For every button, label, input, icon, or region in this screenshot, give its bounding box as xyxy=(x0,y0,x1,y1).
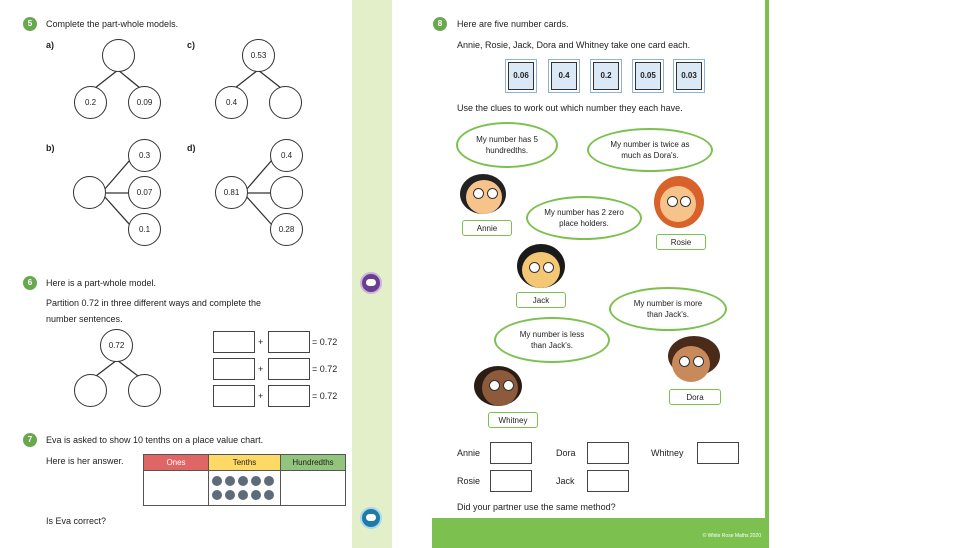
answer-box-jack[interactable] xyxy=(587,470,629,492)
counter xyxy=(212,490,222,500)
pv-cell-ones xyxy=(143,470,209,506)
pv-header-hundredths: Hundredths xyxy=(280,454,346,471)
q6-row3-eq: = 0.72 xyxy=(312,391,338,401)
answer-label-whitney: Whitney xyxy=(651,448,684,458)
answer-label-rosie: Rosie xyxy=(457,476,481,486)
q8-line2: Annie, Rosie, Jack, Dora and Whitney take one card each. xyxy=(457,40,691,50)
q6-part-right[interactable] xyxy=(128,374,161,407)
q7-answer-label: Here is her answer. xyxy=(46,456,124,466)
counter xyxy=(264,490,274,500)
pv-header-ones: Ones xyxy=(143,454,209,471)
answer-box-dora[interactable] xyxy=(587,442,629,464)
counter xyxy=(264,476,274,486)
q8-line3: Use the clues to work out which number they each have. xyxy=(457,103,683,113)
q6-row3-box2[interactable] xyxy=(268,385,310,407)
number-card: 0.4 xyxy=(551,62,577,90)
q5a-part-right: 0.09 xyxy=(128,86,161,119)
dora-name: Dora xyxy=(669,389,721,405)
q5a-part-left: 0.2 xyxy=(74,86,107,119)
q6-row3-plus: + xyxy=(258,391,264,401)
q8-question: Did your partner use the same method? xyxy=(457,502,616,512)
q5b-part-3: 0.1 xyxy=(128,213,161,246)
copyright-text: © White Rose Maths 2020 xyxy=(702,533,761,539)
dora-clue: My number is more than Jack's. xyxy=(633,299,703,319)
q6-row1-box2[interactable] xyxy=(268,331,310,353)
jack-speech-bubble xyxy=(526,196,642,240)
answer-box-rosie[interactable] xyxy=(490,470,532,492)
annie-speech-bubble xyxy=(456,122,558,168)
q5d-part-3: 0.28 xyxy=(270,213,303,246)
pv-cell-tenths xyxy=(208,470,281,506)
q6-instruction-1: Partition 0.72 in three different ways and complete the xyxy=(46,298,261,308)
counter xyxy=(238,476,248,486)
answer-box-whitney[interactable] xyxy=(697,442,739,464)
number-card: 0.05 xyxy=(635,62,661,90)
q6-lines xyxy=(0,0,360,420)
q5b-part-2: 0.07 xyxy=(128,176,161,209)
q6-instruction-2: number sentences. xyxy=(46,314,123,324)
jack-clue: My number has 2 zero place holders. xyxy=(544,208,624,228)
rosie-speech-bubble xyxy=(587,128,713,172)
whitney-clue: My number is less than Jack's. xyxy=(519,330,585,350)
counter xyxy=(212,476,222,486)
answer-label-annie: Annie xyxy=(457,448,481,458)
annie-name: Annie xyxy=(462,220,512,236)
rosie-clue: My number is twice as much as Dora's. xyxy=(610,140,690,160)
number-card: 0.03 xyxy=(676,62,702,90)
answer-box-annie[interactable] xyxy=(490,442,532,464)
answer-label-jack: Jack xyxy=(556,476,575,486)
q8-title: Here are five number cards. xyxy=(457,19,569,29)
q5c-whole-circle: 0.53 xyxy=(242,39,275,72)
footer-bar xyxy=(432,518,769,548)
q6-row3-box1[interactable] xyxy=(213,385,255,407)
q5d-label: d) xyxy=(187,143,196,153)
q5-badge: 5 xyxy=(23,17,37,31)
whitney-speech-bubble xyxy=(494,317,610,363)
q6-whole-circle: 0.72 xyxy=(100,329,133,362)
q5-title: Complete the part-whole models. xyxy=(46,19,179,29)
q5c-part-left: 0.4 xyxy=(215,86,248,119)
counter xyxy=(238,490,248,500)
q7-badge: 7 xyxy=(23,433,37,447)
annie-clue: My number has 5 hundredths. xyxy=(476,135,538,155)
q5b-label: b) xyxy=(46,143,55,153)
q6-row2-eq: = 0.72 xyxy=(312,364,338,374)
q6-badge: 6 xyxy=(23,276,37,290)
counter xyxy=(251,476,261,486)
q6-row2-box1[interactable] xyxy=(213,358,255,380)
q5c-label: c) xyxy=(187,40,196,50)
q6-title: Here is a part-whole model. xyxy=(46,278,157,288)
q8-badge: 8 xyxy=(433,17,447,31)
pv-cell-hundredths xyxy=(280,470,346,506)
q6-row1-box1[interactable] xyxy=(213,331,255,353)
q6-row1-plus: + xyxy=(258,337,264,347)
q5d-part-1: 0.4 xyxy=(270,139,303,172)
rosie-name: Rosie xyxy=(656,234,706,250)
answer-label-dora: Dora xyxy=(556,448,576,458)
jack-name: Jack xyxy=(516,292,566,308)
whitney-name: Whitney xyxy=(488,412,538,428)
page-right-edge xyxy=(765,0,769,548)
q5d-whole-circle: 0.81 xyxy=(215,176,248,209)
q5a-label: a) xyxy=(46,40,55,50)
discussion-cloud-icon xyxy=(360,507,382,529)
q7-question: Is Eva correct? xyxy=(46,516,107,526)
q6-part-left[interactable] xyxy=(74,374,107,407)
number-card: 0.06 xyxy=(508,62,534,90)
number-card: 0.2 xyxy=(593,62,619,90)
reasoning-cloud-icon xyxy=(360,272,382,294)
q7-title: Eva is asked to show 10 tenths on a place value chart. xyxy=(46,435,264,445)
counter xyxy=(225,476,235,486)
q5b-part-1: 0.3 xyxy=(128,139,161,172)
pv-header-tenths: Tenths xyxy=(208,454,281,471)
q6-row1-eq: = 0.72 xyxy=(312,337,338,347)
q6-row2-box2[interactable] xyxy=(268,358,310,380)
dora-speech-bubble xyxy=(609,287,727,331)
counter xyxy=(225,490,235,500)
q6-row2-plus: + xyxy=(258,364,264,374)
counter xyxy=(251,490,261,500)
